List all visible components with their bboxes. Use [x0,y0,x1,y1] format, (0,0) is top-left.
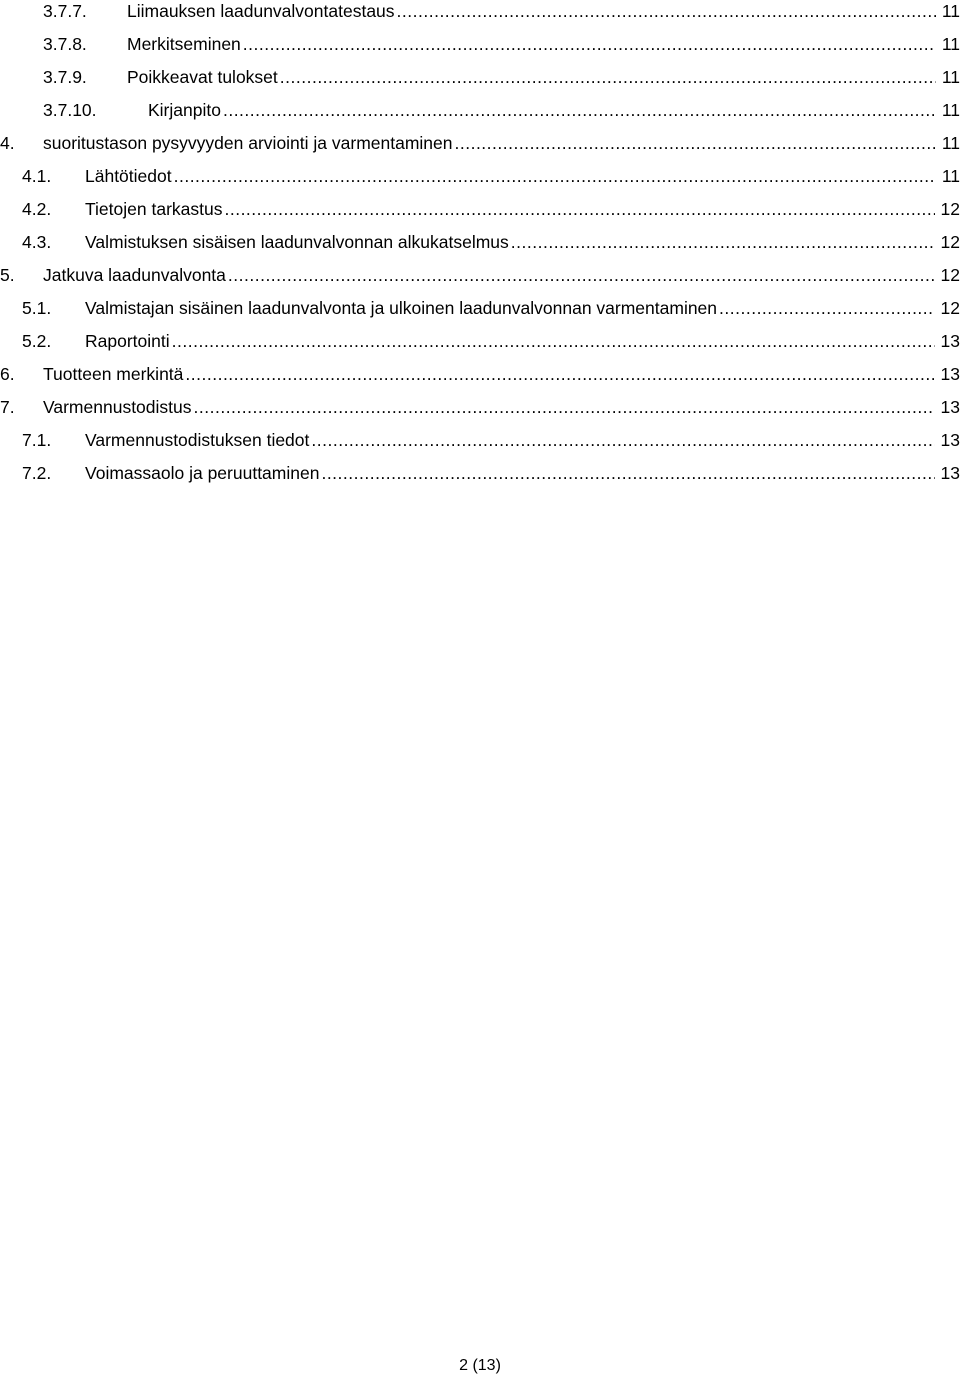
toc-entry-number: 5. [0,265,15,285]
toc-dot-leader [311,429,934,451]
toc-dot-leader [223,99,936,121]
toc-entry-3-7-10[interactable] [43,99,960,129]
toc-entry-page: 13 [940,430,960,450]
toc-entry-page: 11 [941,166,960,186]
toc-entry-title: Poikkeavat tulokset [127,67,278,87]
toc-entry-page: 11 [941,100,960,120]
toc-entry-number: 3.7.8. [43,34,87,54]
toc-dot-leader [224,198,934,220]
toc-entry-title: Liimauksen laadunvalvontatestaus [127,1,395,21]
toc-entry-number: 7.1. [22,430,52,450]
toc-entry-title: Tietojen tarkastus [85,199,223,219]
toc-dot-leader [174,165,936,187]
toc-entry-number: 3.7.9. [43,67,87,87]
toc-entry-title: Kirjanpito [148,100,221,120]
toc-entry-title: Varmennustodistuksen tiedot [85,430,310,450]
toc-entry-4-1[interactable] [22,165,960,195]
toc-entry-page: 11 [941,34,960,54]
toc-entry-7[interactable] [0,396,960,426]
toc-dot-leader [511,231,935,253]
toc-dot-leader [397,0,936,22]
toc-entry-number: 7.2. [22,463,52,483]
toc-entry-title: Lähtötiedot [85,166,172,186]
toc-dot-leader [455,132,936,154]
toc-entry-title: Valmistajan sisäinen laadunvalvonta ja ulkoinen laadunvalvonnan varmentaminen [85,298,718,318]
toc-dot-leader [243,33,936,55]
toc-entry-page: 12 [940,265,960,285]
toc-entry-number: 5.1. [22,298,52,318]
toc-entry-number: 4.2. [22,199,52,219]
toc-entry-number: 7. [0,397,15,417]
toc-entry-number: 4.1. [22,166,52,186]
toc-entry-4-3[interactable] [22,231,960,261]
toc-dot-leader [280,66,936,88]
toc-entry-number: 6. [0,364,15,384]
toc-entry-3-7-8[interactable] [43,33,960,63]
toc-dot-leader [321,462,934,484]
toc-entry-5[interactable] [0,264,960,294]
toc-entry-7-1[interactable] [22,429,960,459]
toc-entry-title: Tuotteen merkintä [43,364,184,384]
toc-dot-leader [228,264,935,286]
toc-entry-page: 11 [941,67,960,87]
toc-entry-number: 3.7.7. [43,1,87,21]
toc-entry-7-2[interactable] [22,462,960,492]
toc-entry-page: 13 [940,463,960,483]
page-footer [0,1356,960,1376]
toc-entry-page: 12 [940,232,960,252]
toc-dot-leader [185,363,934,385]
toc-dot-leader [194,396,935,418]
page-number: 2 (13) [459,1357,501,1374]
toc-entry-title: Merkitseminen [127,34,241,54]
toc-entry-page: 13 [940,364,960,384]
toc-entry-title: Varmennustodistus [43,397,192,417]
toc-entry-number: 3.7.10. [43,100,97,120]
toc-entry-page: 12 [940,298,960,318]
toc-entry-title: Valmistuksen sisäisen laadunvalvonnan alkukatselmus [85,232,509,252]
toc-entry-page: 13 [940,331,960,351]
toc-entry-page: 11 [941,133,960,153]
toc-entry-title: Raportointi [85,331,170,351]
toc-entry-page: 12 [940,199,960,219]
toc-entry-title: Jatkuva laadunvalvonta [43,265,226,285]
toc-entry-page: 11 [941,1,960,21]
toc-entry-title: Voimassaolo ja peruuttaminen [85,463,320,483]
toc-entry-4-2[interactable] [22,198,960,228]
toc-entry-page: 13 [940,397,960,417]
toc-entry-5-2[interactable] [22,330,960,360]
toc-entry-number: 4.3. [22,232,52,252]
toc-entry-4[interactable] [0,132,960,162]
toc-entry-title: suoritustason pysyvyyden arviointi ja varmentaminen [43,133,453,153]
toc-entry-3-7-7[interactable] [43,0,960,30]
toc-entry-3-7-9[interactable] [43,66,960,96]
toc-entry-6[interactable] [0,363,960,393]
toc-entry-number: 4. [0,133,15,153]
toc-dot-leader [172,330,935,352]
toc-entry-5-1[interactable] [22,297,960,327]
toc-entry-number: 5.2. [22,331,52,351]
toc-dot-leader [719,297,935,319]
